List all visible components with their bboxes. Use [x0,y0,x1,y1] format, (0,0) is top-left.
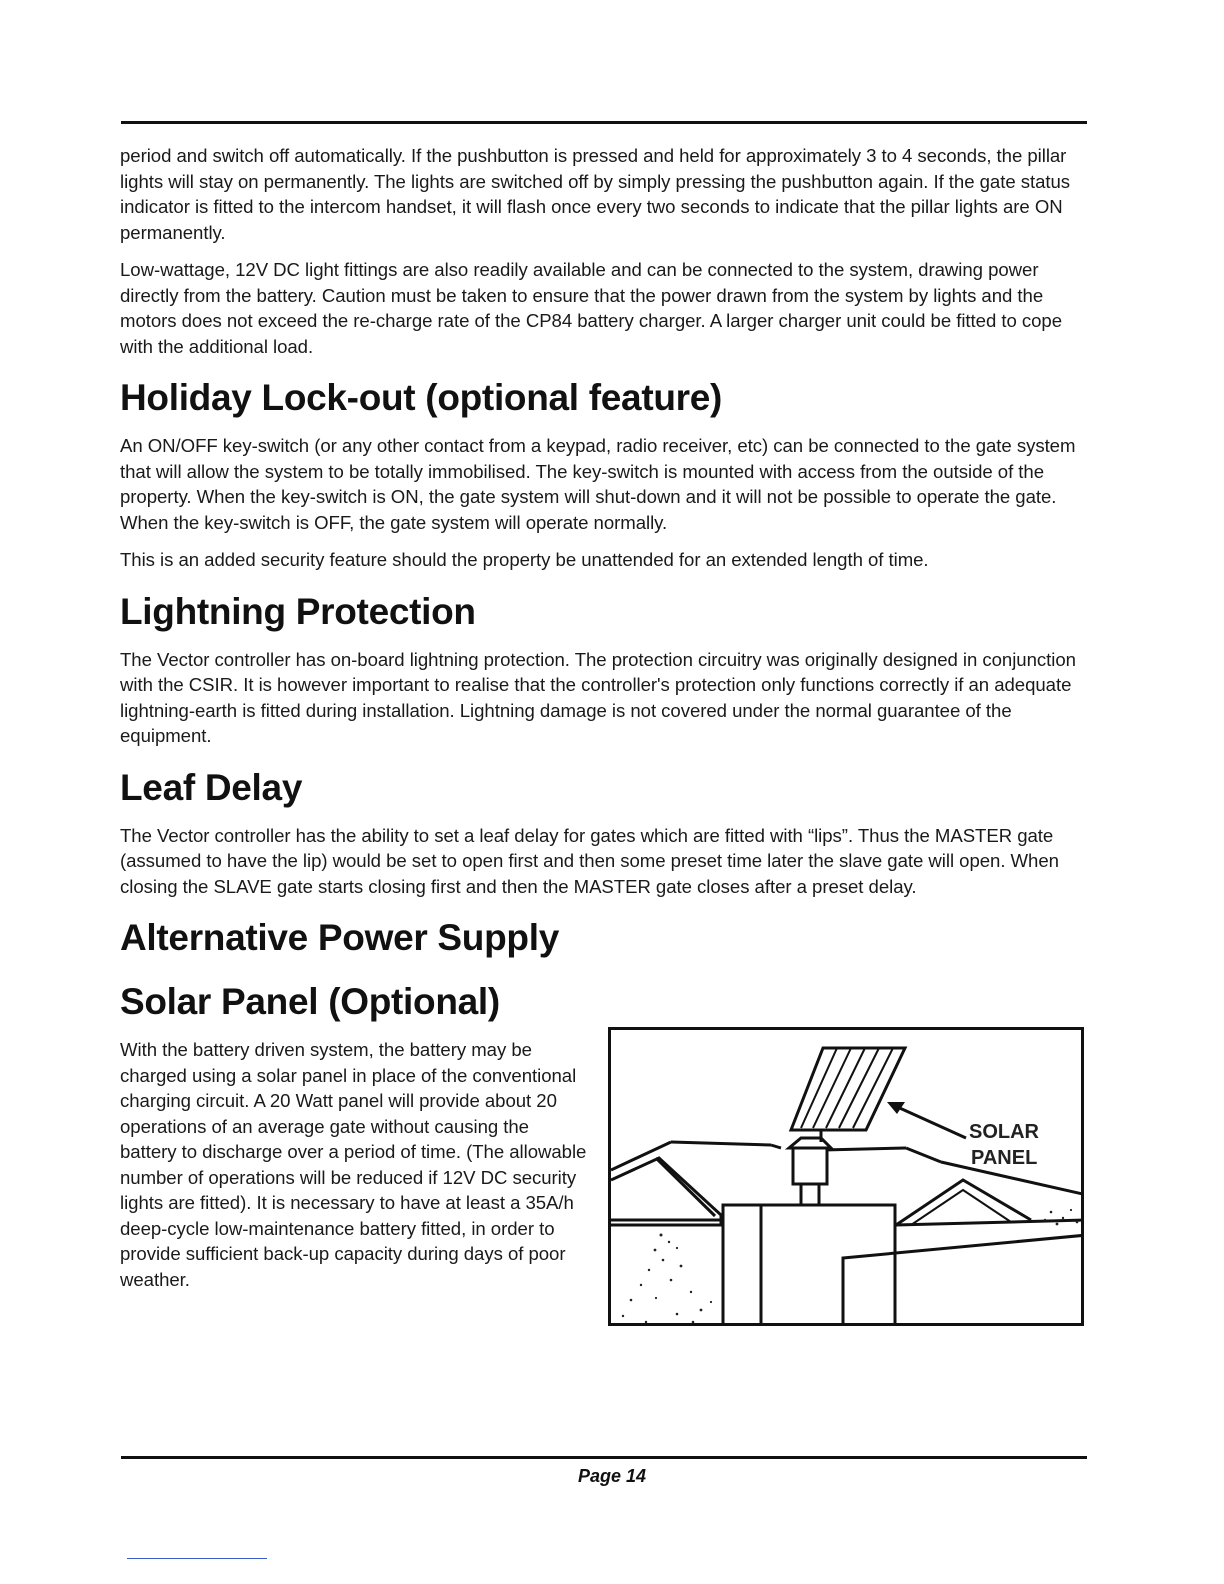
heading-solar-panel: Solar Panel (Optional) [120,981,500,1022]
paragraph-lightning: The Vector controller has on-board lightning protection. The protection circuitry was originally designed in conjunction with the CSIR. It is however important to realise that the controller's protection only functions correctly if an adequate lightning-earth is fitted during installation. Lightning damage is not covered under the normal guarantee of the equipment. [120,648,1076,746]
heading-alternative-power: Alternative Power Supply [120,917,559,958]
solar-scene-drawing [611,1030,1084,1326]
paragraph-pillar-lights: period and switch off automatically. If the pushbutton is pressed and held for approximately 3 to 4 seconds, the pillar lights will stay on permanently. The lights are switched off by simply pressing the pushbutton again. If the gate status indicator is fitted to the intercom handset, it will flash once every two seconds to indicate that the pillar lights are ON permanently. [120,145,1071,243]
paragraph-key-switch: An ON/OFF key-switch (or any other contact from a keypad, radio receiver, etc) can be connected to the gate system that will allow the system to be totally immobilised. The key-switch is mounted with access from the outside of the property. When the key-switch is ON, the gate system will shut-down and it will not be possible to operate the gate. When the key-switch is OFF, the gate system will operate normally. [120,435,1076,533]
paragraph-leaf-delay: The Vector controller has the ability to set a leaf delay for gates which are fitted with “lips”. Thus the MASTER gate (assumed to have the lip) would be set to open first and then some preset time later the slave gate will open. When closing the SLAVE gate starts closing first and then the MASTER gate closes after a preset delay. [120,824,1059,897]
heading-holiday-lockout: Holiday Lock-out (optional feature) [120,377,723,418]
bottom-rule [121,1456,1087,1459]
solar-label-line1: SOLAR [969,1121,1039,1143]
heading-leaf-delay: Leaf Delay [120,766,303,808]
page-content [120,143,1090,1337]
heading-lightning-protection: Lightning Protection [120,590,476,632]
page-number: Page 14 [577,1466,647,1486]
paragraph-solar: With the battery driven system, the battery may be charged using a solar panel in place of the conventional charging circuit. A 20 Watt panel will provide about 20 operations of an average gate without causing the battery to discharge over a period of time. (The allowable number of operations will be reduced if 12V DC security lights are fitted). It is necessary to have at least a 35A/h deep-cycle low-maintenance battery fitted, in order to provide sufficient back-up capacity during days of poor weather. [120,1039,587,1290]
footer-link-line [127,1558,267,1559]
solar-panel-illustration [608,1027,1084,1326]
solar-section [120,1037,1090,1337]
solar-label-line2: PANEL [971,1147,1038,1169]
paragraph-light-fittings: Low-wattage, 12V DC light fittings are also readily available and can be connected to the system, drawing power directly from the battery. Caution must be taken to ensure that the power drawn from the system by lights and the motors does not exceed the re-charge rate of the CP84 battery charger. A larger charger unit could be fitted to cope with the additional load. [120,259,1063,357]
paragraph-security-feature: This is an added security feature should the property be unattended for an extended length of time. [120,549,929,570]
top-rule [121,121,1087,124]
